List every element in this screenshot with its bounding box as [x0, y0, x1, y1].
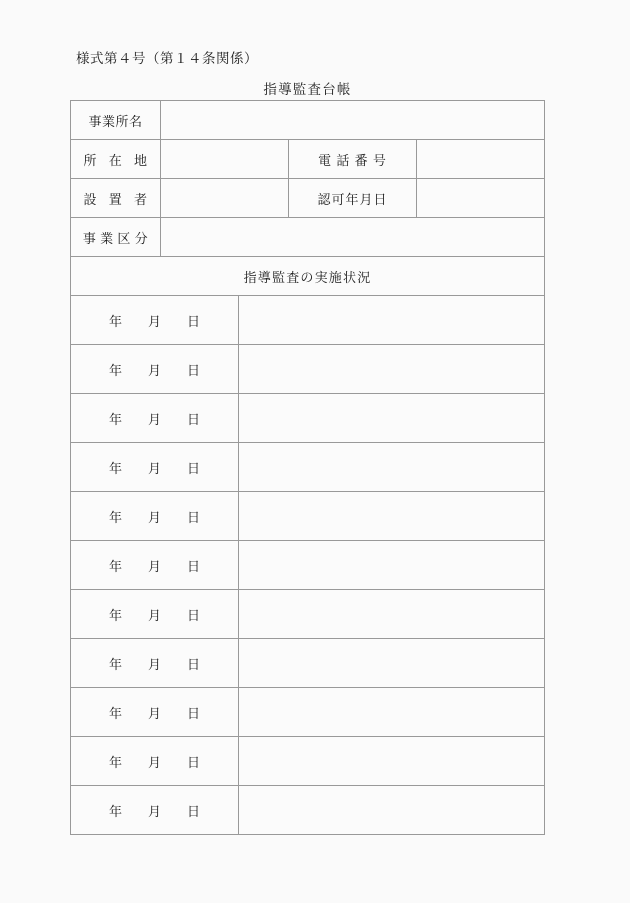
month-label: 月: [147, 803, 161, 819]
month-label: 月: [147, 656, 161, 672]
table-row: [71, 218, 545, 257]
inspection-date-cell[interactable]: [71, 296, 239, 345]
value-cell-business-category[interactable]: [161, 218, 545, 257]
day-label: 日: [187, 705, 201, 721]
date-placeholder: [109, 556, 200, 575]
date-placeholder: [109, 801, 200, 820]
value-cell-approval-date[interactable]: [417, 179, 545, 218]
day-label: 日: [187, 509, 201, 525]
month-label: 月: [147, 460, 161, 476]
table-row: [71, 257, 545, 296]
year-label: 年: [108, 607, 122, 623]
inspection-note-cell[interactable]: [239, 786, 545, 835]
label-cell-address: [71, 140, 161, 179]
year-label: 年: [108, 411, 122, 427]
table-row: [71, 179, 545, 218]
day-label: 日: [187, 754, 201, 770]
inspection-row: [71, 345, 545, 394]
day-label: 日: [187, 656, 201, 672]
year-label: 年: [108, 705, 122, 721]
section-header-inspection-status: 指導監査の実施状況: [71, 257, 545, 296]
inspection-note-cell[interactable]: [239, 688, 545, 737]
value-cell-business-name[interactable]: [161, 101, 545, 140]
month-label: 月: [147, 313, 161, 329]
month-label: 月: [147, 362, 161, 378]
year-label: 年: [108, 460, 122, 476]
inspection-date-cell[interactable]: [71, 345, 239, 394]
inspection-row: [71, 492, 545, 541]
month-label: 月: [147, 705, 161, 721]
inspection-row: [71, 590, 545, 639]
year-label: 年: [108, 313, 122, 329]
inspection-note-cell[interactable]: [239, 394, 545, 443]
inspection-date-cell[interactable]: [71, 639, 239, 688]
label-cell-business-name: [71, 101, 161, 140]
inspection-date-cell[interactable]: [71, 786, 239, 835]
inspection-date-cell[interactable]: [71, 443, 239, 492]
inspection-date-cell[interactable]: [71, 590, 239, 639]
label-text: 所 在 地: [83, 152, 152, 168]
inspection-row: [71, 443, 545, 492]
month-label: 月: [147, 558, 161, 574]
year-label: 年: [108, 656, 122, 672]
inspection-note-cell[interactable]: [239, 492, 545, 541]
month-label: 月: [147, 607, 161, 623]
date-placeholder: [109, 752, 200, 771]
year-label: 年: [108, 362, 122, 378]
inspection-note-cell[interactable]: [239, 737, 545, 786]
month-label: 月: [147, 754, 161, 770]
inspection-row: [71, 394, 545, 443]
value-cell-address[interactable]: [161, 140, 289, 179]
inspection-note-cell[interactable]: [239, 541, 545, 590]
inspection-note-cell[interactable]: [239, 443, 545, 492]
inspection-row: [71, 786, 545, 835]
inspection-note-cell[interactable]: [239, 345, 545, 394]
label-cell-phone: 電 話 番 号: [289, 140, 417, 179]
inspection-date-cell[interactable]: [71, 394, 239, 443]
date-placeholder: [109, 507, 200, 526]
label-text: 事業所名: [88, 113, 143, 129]
inspection-row: [71, 688, 545, 737]
year-label: 年: [108, 754, 122, 770]
month-label: 月: [147, 509, 161, 525]
label-cell-business-category: [71, 218, 161, 257]
inspection-date-cell[interactable]: [71, 492, 239, 541]
table-row: [71, 101, 545, 140]
page-title: 指導監査台帳: [263, 82, 352, 97]
date-placeholder: [109, 605, 200, 624]
inspection-date-cell[interactable]: [71, 541, 239, 590]
label-text: 設 置 者: [83, 191, 152, 207]
value-cell-operator[interactable]: [161, 179, 289, 218]
inspection-note-cell[interactable]: [239, 296, 545, 345]
day-label: 日: [187, 607, 201, 623]
inspection-rows-table: [70, 295, 545, 835]
day-label: 日: [187, 313, 201, 329]
table-row: [71, 140, 545, 179]
value-cell-phone[interactable]: [417, 140, 545, 179]
day-label: 日: [187, 411, 201, 427]
label-text: 事 業 区 分: [82, 230, 149, 246]
date-placeholder: [109, 654, 200, 673]
day-label: 日: [187, 362, 201, 378]
day-label: 日: [187, 460, 201, 476]
date-placeholder: [109, 703, 200, 722]
form-number: 様式第４号（第１４条関係）: [76, 51, 258, 66]
date-placeholder: [109, 360, 200, 379]
date-placeholder: [109, 458, 200, 477]
year-label: 年: [108, 509, 122, 525]
inspection-note-cell[interactable]: [239, 590, 545, 639]
inspection-note-cell[interactable]: [239, 639, 545, 688]
day-label: 日: [187, 803, 201, 819]
inspection-date-cell[interactable]: [71, 737, 239, 786]
year-label: 年: [108, 558, 122, 574]
inspection-row: [71, 737, 545, 786]
label-cell-approval-date: 認可年月日: [289, 179, 417, 218]
year-label: 年: [108, 803, 122, 819]
day-label: 日: [187, 558, 201, 574]
inspection-date-cell[interactable]: [71, 688, 239, 737]
inspection-row: [71, 541, 545, 590]
date-placeholder: [109, 409, 200, 428]
inspection-row: [71, 639, 545, 688]
ledger-table: [70, 100, 545, 296]
month-label: 月: [147, 411, 161, 427]
inspection-row: [71, 296, 545, 345]
date-placeholder: [109, 311, 200, 330]
label-cell-operator: [71, 179, 161, 218]
